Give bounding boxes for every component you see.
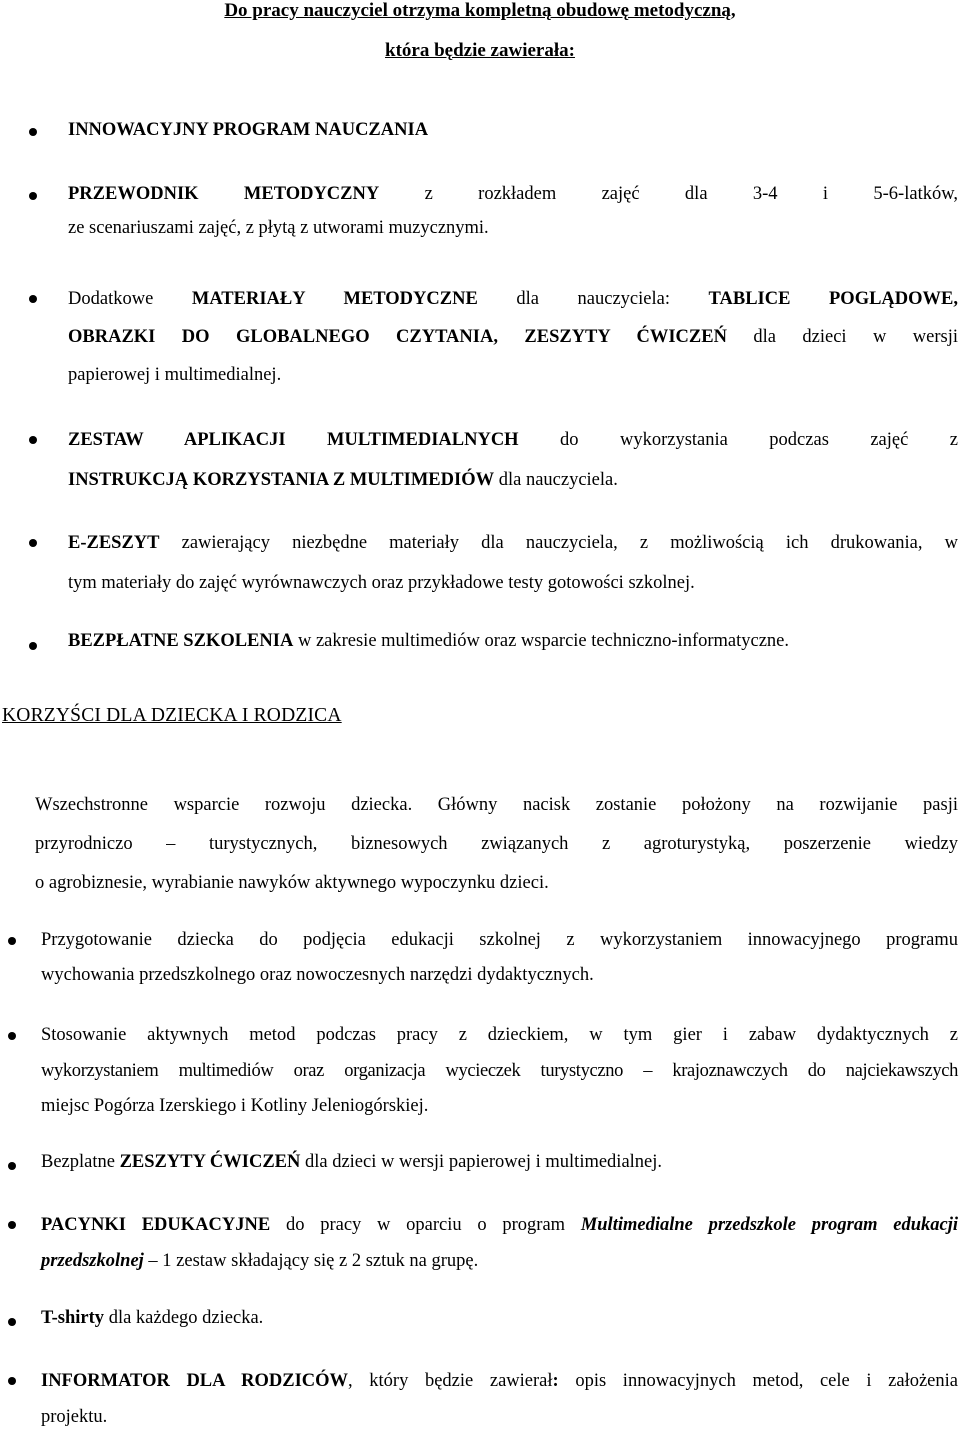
item-title: ZESZYTY ĆWICZEŃ — [119, 1152, 301, 1172]
item-text: projektu. — [41, 1407, 108, 1427]
list-item — [41, 1018, 958, 1125]
item-text: do pracy w oparciu o program — [270, 1215, 581, 1235]
intro-paragraph — [35, 786, 958, 903]
bullet-icon — [29, 295, 37, 303]
item-text: wykorzystaniem multimediów oraz organizacja wycieczek turystyczno – krajoznawczych do najciekawszych — [41, 1060, 958, 1081]
item-text: dla nauczyciela: — [477, 289, 709, 309]
item-text: ze scenariuszami zajęć, z płytą z utworami muzycznymi. — [68, 218, 489, 238]
bullet-icon — [8, 1162, 16, 1170]
item-title: E-ZESZYT — [68, 533, 160, 553]
heading-line-2: która będzie zawierała: — [385, 40, 575, 61]
item-text: , który będzie zawierał — [348, 1371, 553, 1391]
list-item — [41, 923, 958, 993]
item-text: – 1 zestaw składający się z 2 sztuk na grupę. — [143, 1251, 479, 1271]
bullet-icon — [29, 128, 37, 136]
item-text: tym materiały do zajęć wyrównawczych oraz przykładowe testy gotowości szkolnej. — [68, 573, 695, 593]
item-title: T-shirty — [41, 1308, 105, 1328]
item-text: Dodatkowe — [68, 289, 192, 309]
bullet-icon — [8, 1318, 16, 1326]
item-text: dla nauczyciela. — [494, 470, 618, 490]
item-text: opis innowacyjnych metod, cele i założenia — [558, 1371, 958, 1391]
list-item — [68, 631, 958, 652]
list-item — [68, 174, 958, 248]
paragraph-line: Wszechstronne wsparcie rozwoju dziecka. Główny nacisk zostanie położony na rozwijanie pasji — [35, 795, 958, 815]
list-item — [68, 420, 958, 500]
item-text: do wykorzystania podczas zajęć z — [518, 430, 958, 450]
item-text: miejsc Pogórza Izerskiego i Kotliny Jeleniogórskiej. — [41, 1096, 429, 1116]
bullet-icon — [8, 1221, 16, 1229]
item-title: TABLICE POGLĄDOWE, — [708, 289, 958, 309]
bullet-icon — [29, 642, 37, 650]
list-item — [41, 1207, 958, 1279]
item-title: INNOWACYJNY PROGRAM NAUCZANIA — [68, 120, 429, 140]
item-text: papierowej i multimedialnej. — [68, 365, 282, 385]
program-name: przedszkolnej — [41, 1251, 144, 1271]
list-item — [41, 1308, 958, 1329]
bullet-icon — [8, 937, 16, 945]
item-text: zawierający niezbędne materiały dla nauczyciela, z możliwością ich drukowania, w — [159, 533, 958, 553]
item-title: PACYNKI EDUKACYJNE — [41, 1215, 271, 1235]
paragraph-line: przyrodniczo – turystycznych, biznesowych związanych z agroturystyką, poszerzenie wiedzy — [35, 834, 958, 854]
item-title: MATERIAŁY METODYCZNE — [191, 289, 478, 309]
item-title: INFORMATOR DLA RODZICÓW — [41, 1371, 349, 1391]
item-title: OBRAZKI DO GLOBALNEGO CZYTANIA, ZESZYTY ĆWICZEŃ — [68, 327, 727, 347]
item-text: z rozkładem zajęć dla 3-4 i 5-6-latków, — [379, 184, 958, 204]
item-text: dla każdego dziecka. — [104, 1308, 264, 1328]
item-title: PRZEWODNIK METODYCZNY — [68, 184, 380, 204]
item-text: dla dzieci w wersji papierowej i multimedialnej. — [300, 1152, 663, 1172]
list-item — [68, 120, 958, 141]
list-item — [41, 1363, 958, 1435]
heading-line-1: Do pracy nauczyciel otrzyma kompletną obudowę metodyczną, — [224, 0, 736, 21]
bullet-icon — [8, 1377, 16, 1385]
bullet-icon — [8, 1032, 16, 1040]
item-text: w zakresie multimediów oraz wsparcie techniczno-informatyczne. — [293, 631, 790, 651]
list-item — [68, 280, 958, 394]
item-text: Stosowanie aktywnych metod podczas pracy z dzieckiem, w tym gier i zabaw dydaktycznych z — [41, 1025, 958, 1045]
bullet-icon — [29, 436, 37, 444]
list-item — [68, 523, 958, 603]
item-title: BEZPŁATNE SZKOLENIA — [68, 631, 294, 651]
section-title: KORZYŚCI DLA DZIECKA I RODZICA — [2, 705, 342, 726]
item-text: wychowania przedszkolnego oraz nowoczesnych narzędzi dydaktycznych. — [41, 965, 594, 985]
item-text: Przygotowanie dziecka do podjęcia edukacji szkolnej z wykorzystaniem innowacyjnego programu — [41, 930, 958, 950]
item-title: INSTRUKCJĄ KORZYSTANIA Z MULTIMEDIÓW — [68, 470, 495, 490]
bullet-icon — [29, 192, 37, 200]
item-text: Bezplatne — [41, 1152, 120, 1172]
paragraph-line: o agrobiznesie, wyrabianie nawyków aktywnego wypoczynku dzieci. — [35, 873, 549, 893]
program-name: Multimedialne przedszkole program edukacji — [580, 1215, 958, 1235]
item-title: : — [552, 1371, 559, 1391]
item-title: ZESTAW APLIKACJI MULTIMEDIALNYCH — [68, 430, 519, 450]
list-item — [41, 1152, 958, 1173]
bullet-icon — [29, 539, 37, 547]
item-text: dla dzieci w wersji — [726, 327, 958, 347]
